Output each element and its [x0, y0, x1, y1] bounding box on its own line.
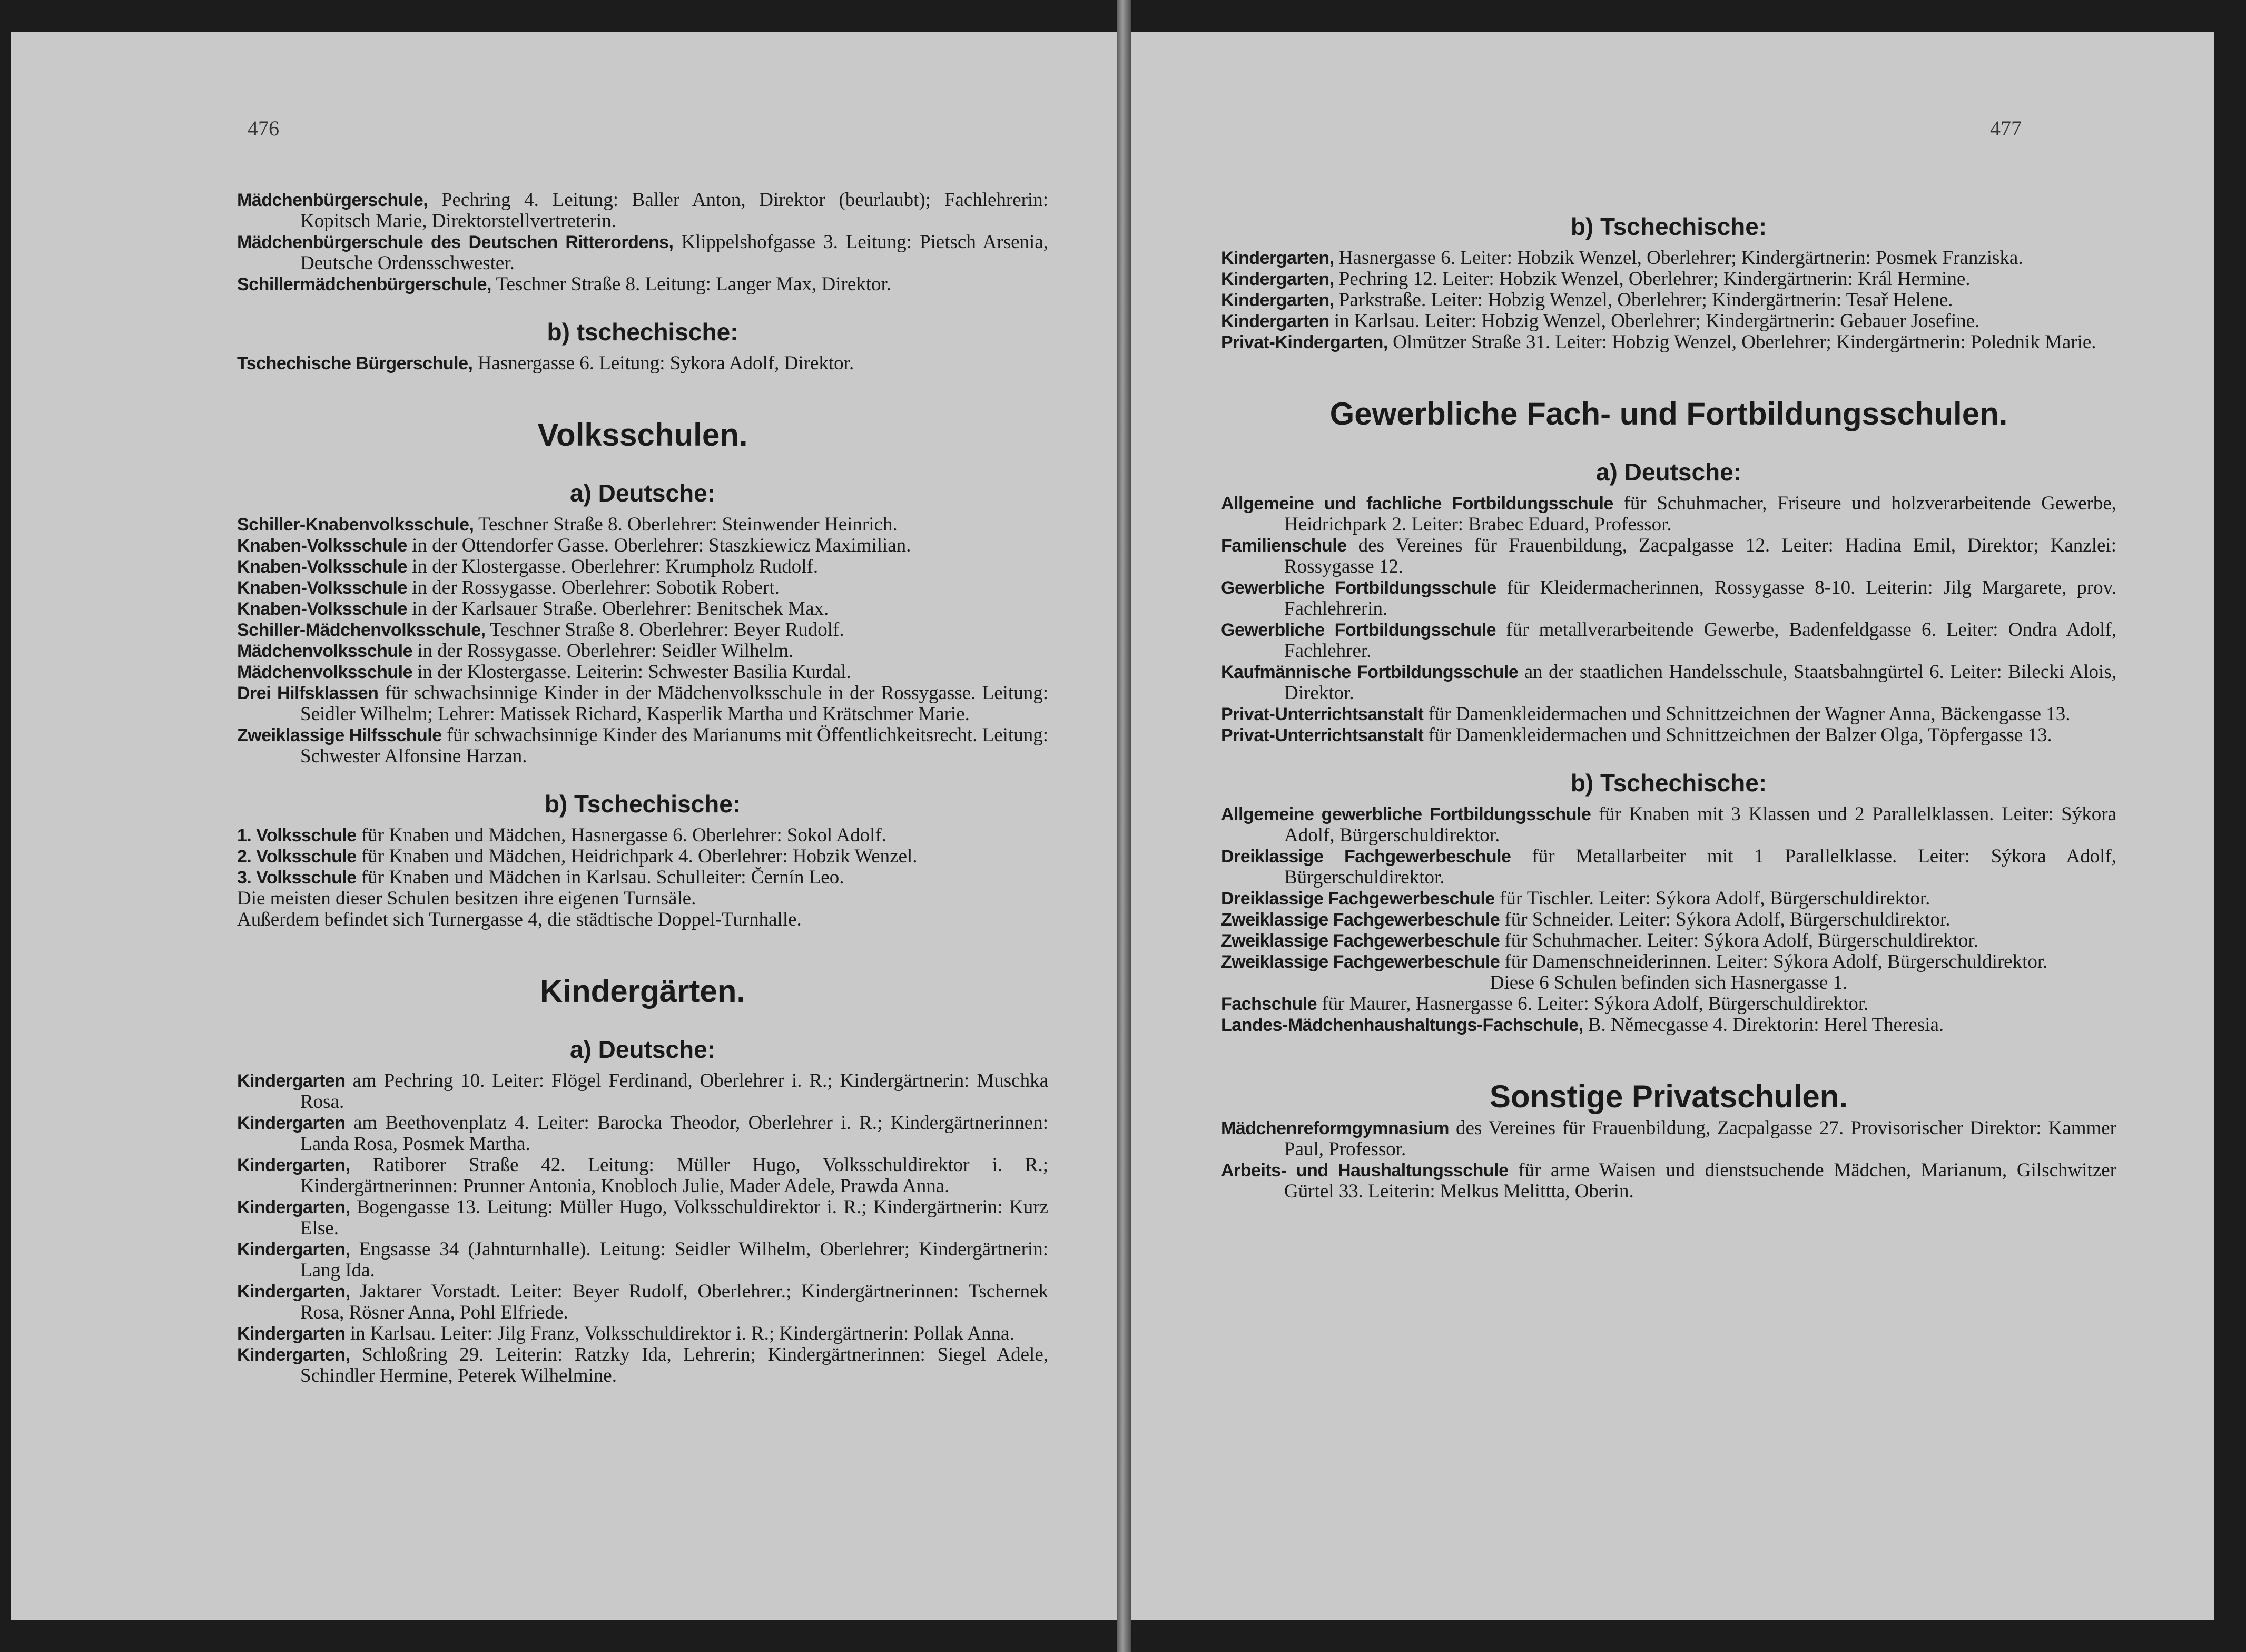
section-heading: Kindergärten.: [539, 974, 746, 1009]
left-column: [237, 190, 1048, 1386]
entry-name: Fachschule: [1221, 994, 1317, 1014]
spacer: [1221, 746, 2116, 762]
entry-text: für schwachsinnige Kinder des Marianums mit Öffentlichkeitsrecht. Leitung: Schwester Alfonsine Harzan.: [300, 724, 1048, 767]
directory-entry: [1221, 704, 2116, 725]
entry-name: Gewerbliche Fortbildungsschule: [1221, 578, 1496, 598]
entry-text: Engsasse 34 (Jahnturnhalle). Leitung: Seidler Wilhelm, Oberlehrer; Kindergärtnerin: Lang Ida.: [300, 1238, 1048, 1281]
entry-name: Mädchenreformgymnasium: [1221, 1118, 1449, 1138]
directory-entry: [1221, 930, 2116, 951]
directory-entry: [1221, 725, 2116, 746]
entry-name: Allgemeine gewerbliche Fortbildungsschule: [1221, 804, 1591, 824]
entry-text: Schloßring 29. Leiterin: Ratzky Ida, Lehrerin; Kindergärtnerinnen: Siegel Adele, Schindler Hermine, Peterek Wilhelmine.: [300, 1344, 1048, 1386]
directory-entry: [237, 353, 1048, 374]
directory-entry: [1221, 804, 2116, 846]
entry-name: Kindergarten: [1221, 311, 1329, 331]
directory-entry: [1221, 290, 2116, 311]
directory-entry: [237, 1323, 1048, 1344]
entry-name: Kindergarten,: [237, 1345, 350, 1365]
right-page: [1131, 32, 2214, 1620]
section-heading: Gewerbliche Fach- und Fortbildungsschulen.: [1329, 396, 2008, 431]
entry-name: Kindergarten,: [1221, 269, 1334, 289]
directory-entry: [237, 641, 1048, 662]
entry-name: Dreiklassige Fachgewerbeschule: [1221, 889, 1495, 909]
entry-text: Hasnergasse 6. Leitung: Sykora Adolf, Direktor.: [472, 352, 854, 374]
directory-entry: [237, 190, 1048, 232]
spacer: [237, 767, 1048, 783]
entry-text: Jaktarer Vorstadt. Leiter: Beyer Rudolf, Oberlehrer.; Kindergärtnerinnen: Tschernek Rosa, Rösner Anna, Pohl Elfriede.: [300, 1281, 1048, 1323]
directory-entry: [237, 1113, 1048, 1155]
directory-entry: [237, 846, 1048, 867]
spacer: [1221, 1036, 2116, 1060]
entry-text: in der Rossygasse. Oberlehrer: Sobotik Robert.: [407, 577, 780, 598]
directory-entry: [237, 598, 1048, 620]
entry-name: Schillermädchenbürgerschule,: [237, 274, 491, 294]
directory-entry: [237, 1281, 1048, 1323]
note-text: Diese 6 Schulen befinden sich Hasnergasse 1.: [1490, 972, 1848, 994]
directory-entry: [1221, 662, 2116, 704]
entry-name: Kindergarten,: [237, 1197, 350, 1217]
entry-text: für Damenschneiderinnen. Leiter: Sýkora Adolf, Bürgerschuldirektor.: [1500, 951, 2048, 972]
entry-name: Zweiklassige Hilfsschule: [237, 725, 442, 745]
directory-entry: [237, 514, 1048, 535]
entry-name: Kindergarten,: [1221, 290, 1334, 310]
entry-name: Familienschule: [1221, 536, 1347, 556]
subsection-heading: b) Tschechische:: [1570, 769, 1767, 796]
directory-entry: [1221, 909, 2116, 930]
entry-name: Mädchenvolksschule: [237, 662, 413, 682]
subsection-heading: b) Tschechische:: [1570, 213, 1767, 240]
entry-name: Allgemeine und fachliche Fortbildungsschule: [1221, 494, 1613, 514]
entry-text: Pechring 4. Leitung: Baller Anton, Direktor (beurlaubt); Fachlehrerin: Kopitsch Marie, Direktorstellvertreterin.: [300, 189, 1048, 232]
directory-entry: [1221, 620, 2116, 662]
entry-text: Ratiborer Straße 42. Leitung: Müller Hugo, Volksschuldirektor i. R.; Kindergärtnerinnen: Prunner Antonia, Knobloch Julie, Mader Adele, Prawda Anna.: [300, 1154, 1048, 1197]
directory-entry: [237, 1070, 1048, 1113]
directory-entry: [1221, 577, 2116, 620]
entry-text: am Pechring 10. Leiter: Flögel Ferdinand, Oberlehrer i. R.; Kindergärtnerin: Muschka Rosa.: [300, 1070, 1048, 1113]
entry-text: in Karlsau. Leiter: Hobzig Wenzel, Oberlehrer; Kindergärtnerin: Gebauer Josefine.: [1329, 310, 1980, 332]
page-number: 476: [248, 116, 279, 140]
directory-entry: [237, 232, 1048, 274]
entry-text: Parkstraße. Leiter: Hobzig Wenzel, Oberlehrer; Kindergärtnerin: Tesař Helene.: [1334, 289, 1953, 311]
entry-text: Teschner Straße 8. Oberlehrer: Beyer Rudolf.: [485, 619, 844, 641]
directory-entry: [1221, 846, 2116, 888]
entry-name: Gewerbliche Fortbildungsschule: [1221, 620, 1496, 640]
entry-text: für Kleidermacherinnen, Rossygasse 8-10. Leiterin: Jilg Margarete, prov. Fachlehrerin.: [1284, 577, 2116, 620]
entry-name: Kindergarten: [237, 1324, 346, 1344]
entry-text: für Damenkleidermachen und Schnittzeichnen der Balzer Olga, Töpfergasse 13.: [1423, 724, 2052, 746]
entry-name: 1. Volksschule: [237, 825, 357, 845]
directory-entry: [237, 725, 1048, 767]
entry-text: für Schneider. Leiter: Sýkora Adolf, Bürgerschuldirektor.: [1500, 909, 1951, 930]
directory-entry: [237, 662, 1048, 683]
directory-entry: [237, 1197, 1048, 1239]
entry-name: Dreiklassige Fachgewerbeschule: [1221, 847, 1511, 867]
subsection-heading: b) tschechische:: [547, 318, 738, 346]
entry-name: Kindergarten,: [237, 1240, 350, 1260]
directory-entry: [237, 274, 1048, 295]
directory-entry: [237, 1155, 1048, 1197]
entry-text: für arme Waisen und dienstsuchende Mädchen, Marianum, Gilschwitzer Gürtel 33. Leiterin: Melkus Melittta, Oberin.: [1284, 1159, 2116, 1202]
entry-text: für Schuhmacher. Leiter: Sýkora Adolf, Bürgerschuldirektor.: [1500, 930, 1978, 951]
entry-text: in der Klostergasse. Leiterin: Schwester Basilia Kurdal.: [412, 661, 851, 683]
entry-text: Olmützer Straße 31. Leiter: Hobzig Wenzel, Oberlehrer; Kindergärtnerin: Polednik Marie.: [1387, 331, 2096, 353]
subsection-heading: b) Tschechische:: [544, 790, 741, 818]
spacer: [237, 374, 1048, 398]
entry-name: Schiller-Knabenvolksschule,: [237, 515, 474, 535]
spacer: [1221, 353, 2116, 377]
entry-name: Knaben-Volksschule: [237, 536, 407, 556]
entry-text: Teschner Straße 8. Leitung: Langer Max, Direktor.: [491, 273, 892, 295]
directory-entry: [1221, 248, 2116, 269]
right-column: [1221, 190, 2116, 1202]
entry-name: Kaufmännische Fortbildungsschule: [1221, 662, 1519, 682]
entry-text: am Beethovenplatz 4. Leiter: Barocka Theodor, Oberlehrer i. R.; Kindergärtnerinnen: Landa Rosa, Posmek Martha.: [300, 1112, 1048, 1155]
directory-entry: [1221, 951, 2116, 972]
directory-entry: [237, 1239, 1048, 1281]
entry-text: des Vereines für Frauenbildung, Zacpalgasse 12. Leiter: Hadina Emil, Direktor; Kanzlei: Rossygasse 12.: [1284, 535, 2116, 577]
entry-text: in Karlsau. Leiter: Jilg Franz, Volksschuldirektor i. R.; Kindergärtnerin: Pollak Anna.: [345, 1323, 1014, 1344]
subsection-heading: a) Deutsche:: [569, 479, 716, 507]
spacer: [237, 1012, 1048, 1028]
entry-text: in der Klostergasse. Oberlehrer: Krumpholz Rudolf.: [407, 556, 819, 577]
directory-entry: [237, 577, 1048, 598]
entry-name: Zweiklassige Fachgewerbeschule: [1221, 952, 1500, 972]
entry-name: Schiller-Mädchenvolksschule,: [237, 620, 486, 640]
entry-name: Knaben-Volksschule: [237, 599, 407, 619]
directory-entry: [237, 556, 1048, 577]
entry-name: 3. Volksschule: [237, 868, 357, 888]
entry-name: Kindergarten,: [1221, 248, 1334, 268]
entry-text: des Vereines für Frauenbildung, Zacpalgasse 27. Provisorischer Direktor: Kammer Paul, Professor.: [1284, 1117, 2116, 1160]
entry-name: Privat-Kindergarten,: [1221, 332, 1388, 352]
entry-text: für Knaben und Mädchen in Karlsau. Schulleiter: Černín Leo.: [356, 867, 844, 888]
spacer: [1221, 190, 2116, 205]
page-number: 477: [1990, 116, 2022, 140]
entry-text: Klippelshofgasse 3. Leitung: Pietsch Arsenia, Deutsche Ordensschwester.: [300, 231, 1048, 274]
directory-entry: [1221, 269, 2116, 290]
spacer: [1221, 435, 2116, 451]
entry-text: an der staatlichen Handelsschule, Staatsbahngürtel 6. Leiter: Bilecki Alois, Direktor.: [1284, 661, 2116, 704]
entry-text: Hasnergasse 6. Leiter: Hobzik Wenzel, Oberlehrer; Kindergärtnerin: Posmek Franziska.: [1334, 247, 2023, 269]
entry-name: Arbeits- und Haushaltungsschule: [1221, 1161, 1509, 1181]
directory-entry: [1221, 332, 2116, 353]
entry-text: in der Rossygasse. Oberlehrer: Seidler Wilhelm.: [412, 640, 794, 662]
directory-entry: [1221, 888, 2116, 909]
entry-name: Privat-Unterrichtsanstalt: [1221, 704, 1424, 724]
directory-entry: [237, 825, 1048, 846]
left-page: [11, 32, 1117, 1620]
entry-text: für Knaben und Mädchen, Hasnergasse 6. Oberlehrer: Sokol Adolf.: [356, 824, 886, 846]
entry-name: Mädchenbürgerschule,: [237, 190, 428, 210]
directory-entry: [1221, 994, 2116, 1015]
paragraph-text: Die meisten dieser Schulen besitzen ihre eigenen Turnsäle.: [237, 888, 696, 909]
section-heading: Sonstige Privatschulen.: [1489, 1079, 1848, 1114]
entry-text: Bogengasse 13. Leitung: Müller Hugo, Volksschuldirektor i. R.; Kindergärtnerin: Kurz Else.: [300, 1196, 1048, 1239]
entry-text: in der Ottendorfer Gasse. Oberlehrer: Staszkiewicz Maximilian.: [407, 535, 911, 556]
directory-entry: [1221, 1015, 2116, 1036]
entry-name: Privat-Unterrichtsanstalt: [1221, 725, 1424, 745]
entry-text: in der Karlsauer Straße. Oberlehrer: Benitschek Max.: [407, 598, 829, 620]
entry-name: Zweiklassige Fachgewerbeschule: [1221, 910, 1500, 930]
entry-name: Kindergarten,: [237, 1282, 350, 1302]
entry-text: für Tischler. Leiter: Sýkora Adolf, Bürgerschuldirektor.: [1494, 888, 1930, 909]
entry-text: B. Němecgasse 4. Direktorin: Herel Theresia.: [1583, 1014, 1944, 1036]
entry-text: für Metallarbeiter mit 1 Parallelklasse. Leiter: Sýkora Adolf, Bürgerschuldirektor.: [1284, 845, 2117, 888]
spacer: [237, 930, 1048, 955]
entry-name: Kindergarten: [237, 1071, 346, 1091]
book-spine: [1117, 0, 1131, 1652]
spacer: [237, 295, 1048, 311]
entry-name: Landes-Mädchenhaushaltungs-Fachschule,: [1221, 1015, 1583, 1035]
directory-entry: [237, 683, 1048, 725]
entry-name: Drei Hilfsklassen: [237, 683, 379, 703]
directory-entry: [237, 867, 1048, 888]
entry-name: Knaben-Volksschule: [237, 578, 407, 598]
directory-entry: [1221, 1118, 2116, 1160]
directory-entry: [1221, 311, 2116, 332]
directory-entry: [1221, 1160, 2116, 1202]
entry-name: Mädchenvolksschule: [237, 641, 413, 661]
entry-text: für Knaben und Mädchen, Heidrichpark 4. Oberlehrer: Hobzik Wenzel.: [356, 845, 918, 867]
directory-entry: [237, 1344, 1048, 1386]
directory-entry: [237, 535, 1048, 556]
entry-name: Tschechische Bürgerschule,: [237, 353, 473, 373]
entry-text: für metallverarbeitende Gewerbe, Badenfeldgasse 6. Leiter: Ondra Adolf, Fachlehrer.: [1284, 619, 2116, 662]
entry-name: Knaben-Volksschule: [237, 557, 407, 577]
section-heading: Volksschulen.: [537, 417, 748, 453]
subsection-heading: a) Deutsche:: [569, 1036, 716, 1063]
paragraph-text: Außerdem befindet sich Turnergasse 4, die städtische Doppel-Turnhalle.: [237, 909, 802, 930]
entry-text: für Schuhmacher, Friseure und holzverarbeitende Gewerbe, Heidrichpark 2. Leiter: Brabec Eduard, Professor.: [1284, 493, 2116, 535]
entry-text: für Maurer, Hasnergasse 6. Leiter: Sýkora Adolf, Bürgerschuldirektor.: [1317, 993, 1869, 1015]
directory-entry: [1221, 535, 2116, 577]
entry-name: Mädchenbürgerschule des Deutschen Ritterordens,: [237, 232, 674, 252]
subsection-heading: a) Deutsche:: [1595, 458, 1742, 486]
entry-text: für Damenkleidermachen und Schnittzeichnen der Wagner Anna, Bäckengasse 13.: [1423, 703, 2071, 725]
entry-text: Teschner Straße 8. Oberlehrer: Steinwender Heinrich.: [474, 514, 898, 535]
entry-name: Kindergarten,: [237, 1155, 350, 1175]
entry-name: Zweiklassige Fachgewerbeschule: [1221, 931, 1500, 951]
spacer: [237, 456, 1048, 472]
entry-text: Pechring 12. Leiter: Hobzik Wenzel, Oberlehrer; Kindergärtnerin: Král Hermine.: [1334, 268, 1971, 290]
entry-text: für schwachsinnige Kinder in der Mädchenvolksschule in der Rossygasse. Leitung: Seidler Wilhelm; Lehrer: Matissek Richard, Kasperlik Martha und Krätschmer Marie.: [300, 682, 1048, 725]
entry-text: für Knaben mit 3 Klassen und 2 Parallelklassen. Leiter: Sýkora Adolf, Bürgerschuldirektor.: [1284, 803, 2116, 846]
directory-entry: [237, 620, 1048, 641]
entry-name: 2. Volksschule: [237, 847, 357, 867]
directory-entry: [1221, 493, 2116, 535]
entry-name: Kindergarten: [237, 1113, 346, 1133]
